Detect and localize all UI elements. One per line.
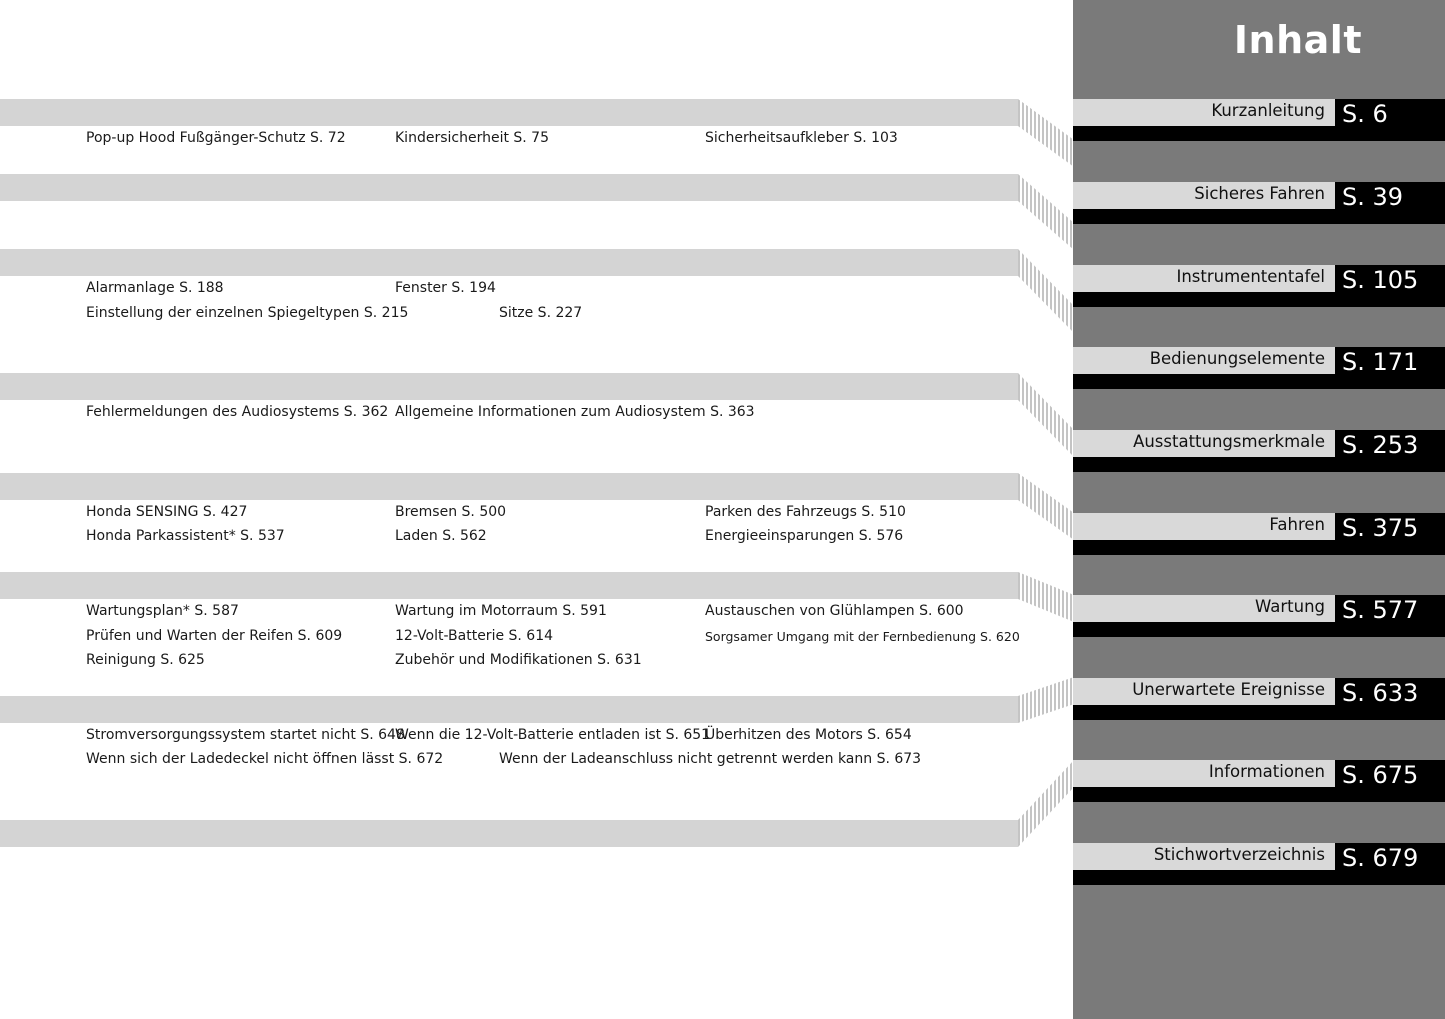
connector-unerwartete-ereignisse — [1018, 760, 1074, 847]
chapter-page: S. 39 — [1335, 182, 1445, 224]
section-band-wartung — [0, 696, 1018, 723]
toc-link[interactable]: Bremsen S. 500 — [395, 504, 507, 520]
toc-link[interactable]: Wartungsplan* S. 587 — [86, 603, 239, 619]
chapter-label: Sicheres Fahren — [1073, 182, 1335, 209]
connector-wartung — [1018, 677, 1074, 723]
chapter-page: S. 6 — [1335, 99, 1445, 141]
toc-link[interactable]: Allgemeine Informationen zum Audiosystem S. 363 — [395, 404, 755, 420]
toc-link[interactable]: 12-Volt-Batterie S. 614 — [395, 628, 554, 644]
toc-link[interactable]: Sitze S. 227 — [499, 305, 583, 321]
chapter-label: Wartung — [1073, 595, 1335, 622]
toc-link[interactable]: Prüfen und Warten der Reifen S. 609 — [86, 628, 343, 644]
toc-link[interactable]: Alarmanlage S. 188 — [86, 280, 224, 296]
chapter-label: Fahren — [1073, 513, 1335, 540]
chapter-label: Stichwortverzeichnis — [1073, 843, 1335, 870]
chapter-tab-ausstattungsmerkmale[interactable] — [1073, 430, 1445, 472]
chapter-label: Ausstattungsmerkmale — [1073, 430, 1335, 457]
chapter-page: S. 253 — [1335, 430, 1445, 472]
connector-instrumententafel — [1018, 249, 1074, 333]
chapter-label: Unerwartete Ereignisse — [1073, 678, 1335, 705]
chapter-tab-kurzanleitung[interactable] — [1073, 99, 1445, 141]
toc-link[interactable]: Wartung im Motorraum S. 591 — [395, 603, 607, 619]
toc-link[interactable]: Wenn sich der Ladedeckel nicht öffnen lässt S. 672 — [86, 751, 444, 767]
toc-link[interactable]: Honda Parkassistent* S. 537 — [86, 528, 285, 544]
toc-link[interactable]: Energieeinsparungen S. 576 — [705, 528, 904, 544]
chapter-label: Bedienungselemente — [1073, 347, 1335, 374]
connector-fahren — [1018, 572, 1074, 622]
connector-ausstattungsmerkmale — [1018, 473, 1074, 540]
toc-link[interactable]: Kindersicherheit S. 75 — [395, 130, 549, 146]
toc-link[interactable]: Reinigung S. 625 — [86, 652, 205, 668]
toc-link[interactable]: Wenn der Ladeanschluss nicht getrennt werden kann S. 673 — [499, 751, 922, 767]
section-band-unerwartete-ereignisse — [0, 820, 1018, 847]
toc-link[interactable]: Parken des Fahrzeugs S. 510 — [705, 504, 906, 520]
chapter-tab-stichwortverzeichnis[interactable] — [1073, 843, 1445, 885]
chapter-page: S. 105 — [1335, 265, 1445, 307]
toc-link[interactable]: Sicherheitsaufkleber S. 103 — [705, 130, 898, 146]
page-title: Inhalt — [1233, 18, 1362, 62]
chapter-page: S. 171 — [1335, 347, 1445, 389]
toc-link[interactable]: Honda SENSING S. 427 — [86, 504, 248, 520]
chapter-page: S. 375 — [1335, 513, 1445, 555]
connector-kurzanleitung — [1018, 99, 1074, 167]
toc-link[interactable]: Fenster S. 194 — [395, 280, 496, 296]
chapter-tab-informationen[interactable] — [1073, 760, 1445, 802]
toc-link[interactable]: Fehlermeldungen des Audiosystems S. 362 — [86, 404, 389, 420]
section-band-kurzanleitung — [0, 99, 1018, 126]
chapter-page: S. 577 — [1335, 595, 1445, 637]
toc-link[interactable]: Pop-up Hood Fußgänger-Schutz S. 72 — [86, 130, 346, 146]
band-connectors — [1018, 0, 1076, 1019]
section-band-instrumententafel — [0, 249, 1018, 276]
chapter-tab-wartung[interactable] — [1073, 595, 1445, 637]
chapter-tab-instrumententafel[interactable] — [1073, 265, 1445, 307]
toc-link[interactable]: Überhitzen des Motors S. 654 — [705, 727, 912, 743]
toc-link[interactable]: Laden S. 562 — [395, 528, 487, 544]
toc-link[interactable]: Zubehör und Modifikationen S. 631 — [395, 652, 642, 668]
connector-bedienungselemente — [1018, 373, 1074, 457]
section-band-ausstattungsmerkmale — [0, 473, 1018, 500]
chapter-label: Instrumententafel — [1073, 265, 1335, 292]
connector-sicheres-fahren — [1018, 174, 1074, 250]
chapter-page: S. 679 — [1335, 843, 1445, 885]
chapter-tab-unerwartete-ereignisse[interactable] — [1073, 678, 1445, 720]
toc-link[interactable]: Einstellung der einzelnen Spiegeltypen S. 215 — [86, 305, 409, 321]
chapter-label: Informationen — [1073, 760, 1335, 787]
chapter-page: S. 675 — [1335, 760, 1445, 802]
toc-link[interactable]: Austauschen von Glühlampen S. 600 — [705, 603, 964, 619]
chapter-page: S. 633 — [1335, 678, 1445, 720]
section-band-fahren — [0, 572, 1018, 599]
chapter-tab-fahren[interactable] — [1073, 513, 1445, 555]
chapter-label: Kurzanleitung — [1073, 99, 1335, 126]
chapter-tab-sicheres-fahren[interactable] — [1073, 182, 1445, 224]
chapter-tab-bedienungselemente[interactable] — [1073, 347, 1445, 389]
toc-link[interactable]: Stromversorgungssystem startet nicht S. 648 — [86, 727, 405, 743]
section-band-bedienungselemente — [0, 373, 1018, 400]
toc-link[interactable]: Wenn die 12-Volt-Batterie entladen ist S. 651 — [395, 727, 711, 743]
section-band-sicheres-fahren — [0, 174, 1018, 201]
toc-link[interactable]: Sorgsamer Umgang mit der Fernbedienung S. 620 — [705, 629, 1020, 644]
